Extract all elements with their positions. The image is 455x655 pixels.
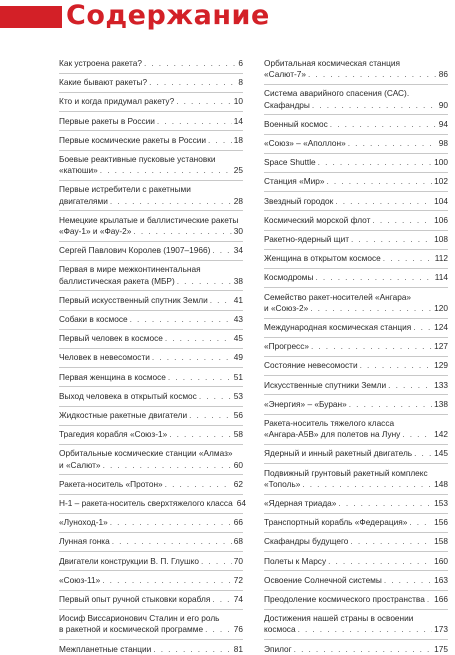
dot-leader <box>168 372 232 383</box>
toc-entry-title: Орбитальные космические станции «Алмаз» <box>59 448 233 459</box>
toc-entry[interactable] <box>264 176 448 187</box>
toc-entry-title: Транспортный корабль «Федерация» <box>264 517 408 528</box>
entry-divider <box>264 134 448 135</box>
toc-entry-title: и «Салют» <box>59 459 101 470</box>
dot-leader <box>338 498 432 509</box>
toc-entry[interactable] <box>264 215 448 226</box>
toc-page-number: 163 <box>434 574 448 585</box>
toc-page-number: 175 <box>434 643 448 654</box>
toc-entry[interactable] <box>264 448 448 459</box>
entry-divider <box>59 639 243 640</box>
page-title: Содержание <box>66 0 270 31</box>
toc-entry[interactable] <box>264 58 448 80</box>
dot-leader <box>110 196 232 207</box>
toc-page-number: 133 <box>434 379 448 390</box>
toc-page-number: 74 <box>233 594 243 604</box>
toc-entry[interactable] <box>264 138 448 149</box>
toc-entry[interactable] <box>59 575 243 586</box>
toc-entry-title: Первый опыт ручной стыковки корабля <box>59 594 211 604</box>
toc-page-number: 25 <box>233 165 243 176</box>
toc-entry-title: Ракета-носитель «Протон» <box>59 478 163 489</box>
toc-entry[interactable] <box>264 399 448 410</box>
entry-divider <box>264 444 448 445</box>
dot-leader <box>310 303 432 314</box>
dot-leader <box>318 157 432 168</box>
toc-entry-title: Подвижный грунтовый ракетный комплекс <box>264 467 428 478</box>
entry-divider <box>264 570 448 571</box>
entry-divider <box>264 249 448 250</box>
toc-entry-title: Первые истребители с ракетными <box>59 184 191 195</box>
entry-divider <box>59 532 243 533</box>
dot-leader <box>315 272 432 283</box>
entry-divider <box>264 394 448 395</box>
toc-entry[interactable] <box>264 380 448 391</box>
toc-entry-title: «Союз-11» <box>59 574 101 585</box>
toc-page-number: 124 <box>434 322 448 332</box>
entry-divider <box>264 532 448 533</box>
entry-divider <box>264 268 448 269</box>
entry-divider <box>59 348 243 349</box>
entry-divider <box>59 570 243 571</box>
entry-divider <box>59 551 243 552</box>
dot-leader <box>326 176 432 187</box>
toc-entry[interactable] <box>59 314 243 325</box>
toc-page-number: 51 <box>233 371 243 382</box>
toc-page-number: 173 <box>434 624 448 635</box>
dot-leader <box>176 96 232 107</box>
toc-entry[interactable] <box>264 468 448 490</box>
toc-page-number: 158 <box>434 536 448 547</box>
toc-entry-title: в ракетной и космической программе <box>59 624 204 635</box>
toc-entry-title: Человек в невесомости <box>59 352 150 363</box>
toc-entry-title: Лунная гонка <box>59 536 110 547</box>
toc-entry-title: Звездный городок <box>264 195 334 206</box>
entry-divider <box>264 551 448 552</box>
toc-entry-title: Военный космос <box>264 118 328 129</box>
toc-entry[interactable] <box>264 536 448 547</box>
toc-page-number: 68 <box>233 536 243 547</box>
toc-page-number: 10 <box>233 96 243 107</box>
dot-leader <box>103 460 232 471</box>
dot-leader <box>189 410 232 421</box>
dot-leader <box>348 138 437 149</box>
toc-entry-title: «Луноход-1» <box>59 517 108 528</box>
toc-entry[interactable] <box>264 272 448 283</box>
toc-entry-title: Состояние невесомости <box>264 360 358 371</box>
toc-entry-title: Освоение Солнечной системы <box>264 574 382 585</box>
toc-entry-title: космоса <box>264 624 296 635</box>
toc-entry-title: Космодромы <box>264 272 314 283</box>
toc-entry[interactable] <box>59 479 243 490</box>
dot-leader <box>294 644 432 655</box>
dot-leader <box>308 69 437 80</box>
toc-entry-title: Полеты к Марсу <box>264 555 327 566</box>
toc-entry-title: Space Shuttle <box>264 157 316 168</box>
entry-divider <box>264 318 448 319</box>
toc-entry-title: Как устроена ракета? <box>59 58 142 68</box>
toc-entry[interactable] <box>59 77 243 88</box>
toc-entry[interactable] <box>264 341 448 352</box>
toc-page-number: 102 <box>434 176 448 187</box>
toc-entry[interactable] <box>264 644 448 655</box>
entry-divider <box>264 172 448 173</box>
toc-page-number: 142 <box>434 429 448 440</box>
entry-divider <box>59 425 243 426</box>
toc-entry-title: «Ядерная триада» <box>264 498 337 508</box>
entry-divider <box>264 494 448 495</box>
entry-divider <box>59 609 243 610</box>
toc-entry-title: «Прогресс» <box>264 341 309 352</box>
toc-entry-title: «Фау-1» и «Фау-2» <box>59 226 132 236</box>
toc-page-number: 138 <box>434 398 448 409</box>
entry-divider <box>59 241 243 242</box>
entry-divider <box>59 130 243 131</box>
toc-entry[interactable] <box>264 234 448 245</box>
toc-page-number: 28 <box>233 195 243 206</box>
dot-leader <box>210 295 232 306</box>
toc-entry[interactable] <box>59 410 243 421</box>
toc-page-number: 18 <box>233 134 243 145</box>
toc-entry-title: Ракетно-ядерный щит <box>264 234 350 244</box>
toc-entry-title: Трагедия корабля «Союз-1» <box>59 429 168 440</box>
dot-leader <box>384 575 432 586</box>
toc-entry[interactable] <box>59 184 243 206</box>
dot-leader <box>372 215 432 226</box>
toc-page-number: 94 <box>438 118 448 129</box>
toc-entry[interactable] <box>59 594 243 605</box>
entry-divider <box>59 150 243 151</box>
toc-entry[interactable] <box>59 613 243 635</box>
entry-divider <box>264 84 448 85</box>
entry-divider <box>59 180 243 181</box>
toc-page-number: 145 <box>434 448 448 459</box>
toc-entry-title: Система аварийного спасения (САС). <box>264 88 410 99</box>
dot-leader <box>165 479 232 490</box>
dot-leader <box>112 536 232 547</box>
toc-entry[interactable] <box>59 333 243 344</box>
toc-entry-title: Орбитальная космическая станция <box>264 58 400 68</box>
entry-divider <box>59 386 243 387</box>
dot-leader <box>302 479 432 490</box>
dot-leader <box>110 517 232 528</box>
toc-page-number: 160 <box>434 555 448 566</box>
toc-entry[interactable] <box>264 498 448 509</box>
entry-divider <box>264 114 448 115</box>
toc-entry[interactable] <box>264 157 448 168</box>
entry-divider <box>264 230 448 231</box>
toc-page-number: 148 <box>434 478 448 489</box>
dot-leader <box>312 100 437 111</box>
toc-entry-title: Скафандры будущего <box>264 536 349 547</box>
dot-leader <box>212 594 231 605</box>
toc-entry[interactable] <box>264 322 448 333</box>
dot-leader <box>208 135 232 146</box>
toc-entry-title: Семейство ракет-носителей «Ангара» <box>264 291 412 302</box>
entry-divider <box>59 92 243 93</box>
toc-entry-title: Собаки в космосе <box>59 314 128 324</box>
toc-page-number: 76 <box>233 624 243 635</box>
toc-entry-title: Кто и когда придумал ракету? <box>59 96 175 107</box>
toc-entry[interactable] <box>59 116 243 127</box>
dot-leader <box>360 360 433 371</box>
entry-divider <box>264 210 448 211</box>
toc-page-number: 127 <box>434 341 448 352</box>
toc-page-number: 81 <box>233 643 243 654</box>
toc-entry-title: Станция «Мир» <box>264 176 325 187</box>
dot-leader <box>409 517 432 528</box>
dot-leader <box>413 322 432 333</box>
toc-entry-title: «катюши» <box>59 165 98 176</box>
toc-entry-title: баллистическая ракета (МБР) <box>59 275 175 286</box>
toc-page-number: 60 <box>233 459 243 470</box>
toc-entry-title: Первая женщина в космосе <box>59 371 166 382</box>
toc-entry-title: Двигатели конструкции В. П. Глушко <box>59 555 199 566</box>
toc-entry-title: Немецкие крылатые и баллистические ракеты <box>59 214 239 225</box>
toc-entry[interactable] <box>59 517 243 528</box>
toc-entry-title: Первый человек в космосе <box>59 333 163 344</box>
toc-entry-title: Н-1 – ракета-носитель сверхтяжелого класса <box>59 498 233 508</box>
dot-leader <box>351 234 432 245</box>
toc-entry-title: и «Союз-2» <box>264 302 309 313</box>
toc-entry-title: Боевые реактивные пусковые установки <box>59 154 216 164</box>
toc-entry-title: Искусственные спутники Земли <box>264 379 387 390</box>
toc-entry[interactable] <box>59 556 243 567</box>
toc-entry[interactable] <box>59 295 243 306</box>
dot-leader <box>335 196 432 207</box>
dot-leader <box>100 165 232 176</box>
toc-entry-title: Жидкостные ракетные двигатели <box>59 410 188 420</box>
dot-leader <box>402 429 432 440</box>
toc-page-number: 8 <box>238 77 243 88</box>
toc-entry[interactable] <box>59 498 246 509</box>
toc-entry-title: Межпланетные станции <box>59 643 152 654</box>
toc-entry-title: Первые ракеты в России <box>59 115 155 126</box>
toc-entry[interactable] <box>59 352 243 363</box>
toc-page-number: 114 <box>434 272 448 283</box>
dot-leader <box>144 58 236 69</box>
toc-entry[interactable] <box>59 215 243 237</box>
toc-page-number: 70 <box>233 555 243 566</box>
toc-page-number: 64 <box>236 498 246 508</box>
dot-leader <box>205 624 232 635</box>
toc-page-number: 38 <box>233 275 243 286</box>
entry-divider <box>264 287 448 288</box>
toc-entry-title: Первые космические ракеты в России <box>59 134 206 145</box>
toc-entry-title: Космический морской флот <box>264 214 371 225</box>
entry-divider <box>59 310 243 311</box>
entry-divider <box>59 513 243 514</box>
toc-entry-title: Выход человека в открытый космос <box>59 390 197 401</box>
entry-divider <box>264 513 448 514</box>
dot-leader <box>201 556 232 567</box>
dot-leader <box>153 644 231 655</box>
toc-page-number: 86 <box>438 69 448 80</box>
toc-entry[interactable] <box>264 556 448 567</box>
toc-entry-title: Преодоление космического пространства <box>264 594 425 604</box>
entry-divider <box>264 414 448 415</box>
toc-page-number: 156 <box>434 517 448 528</box>
toc-page-number: 58 <box>233 429 243 440</box>
dot-leader <box>350 536 432 547</box>
dot-leader <box>414 448 432 459</box>
entry-divider <box>264 337 448 338</box>
toc-entry[interactable] <box>59 448 243 470</box>
toc-page-number: 43 <box>233 314 243 324</box>
entry-divider <box>59 260 243 261</box>
toc-entry-title: Эпилог <box>264 643 292 654</box>
entry-divider <box>59 494 243 495</box>
title-block <box>0 0 455 42</box>
dot-leader <box>328 556 432 567</box>
toc-page-number: 106 <box>434 214 448 225</box>
title-accent-bar <box>0 6 62 28</box>
entry-divider <box>59 73 243 74</box>
toc-entry[interactable] <box>264 575 448 586</box>
toc-entry-title: «Салют-7» <box>264 69 306 80</box>
toc-entry-title: Сергей Павлович Королев (1907–1966) <box>59 245 211 256</box>
dot-leader <box>199 391 232 402</box>
toc-entry-title: Скафандры <box>264 99 310 110</box>
toc-page-number: 166 <box>434 594 448 604</box>
toc-entry[interactable] <box>59 135 243 146</box>
toc-entry-title: Международная космическая станция <box>264 322 412 332</box>
toc-entry-title: Первый искусственный спутник Земли <box>59 294 208 305</box>
toc-entry-title: Женщина в открытом космосе <box>264 253 381 264</box>
toc-entry-title: Первая в мире межконтинентальная <box>59 264 201 275</box>
toc-entry-title: «Энергия» – «Буран» <box>264 398 347 409</box>
toc-page-number: 100 <box>434 157 448 168</box>
dot-leader <box>212 245 231 256</box>
entry-divider <box>264 609 448 610</box>
dot-leader <box>311 341 432 352</box>
toc-entry[interactable] <box>59 58 243 69</box>
toc-page-number: 49 <box>233 352 243 363</box>
toc-entry-title: Иосиф Виссарионович Сталин и его роль <box>59 613 220 624</box>
entry-divider <box>264 356 448 357</box>
dot-leader <box>165 333 232 344</box>
toc-entry-title: Ядерный и инный ракетный двигатель <box>264 448 413 459</box>
toc-entry[interactable] <box>264 418 448 440</box>
toc-page-number: 53 <box>233 390 243 401</box>
toc-page-number: 112 <box>434 253 448 264</box>
dot-leader <box>330 119 437 130</box>
entry-divider <box>59 111 243 112</box>
toc-page-number: 14 <box>233 115 243 126</box>
toc-entry-title: Какие бывают ракеты? <box>59 77 148 88</box>
entry-divider <box>59 329 243 330</box>
toc-page-number: 104 <box>434 195 448 206</box>
entry-divider <box>59 210 243 211</box>
toc-entry[interactable] <box>264 517 448 528</box>
dot-leader <box>298 624 433 635</box>
toc-entry-title: Достижения нашей страны в освоении <box>264 613 414 624</box>
toc-entry-title: Ракета-носитель тяжелого класса <box>264 418 395 428</box>
entry-divider <box>59 406 243 407</box>
toc-page-number: 72 <box>233 574 243 585</box>
toc-entry[interactable] <box>59 644 243 655</box>
toc-entry[interactable] <box>264 594 448 605</box>
entry-divider <box>59 444 243 445</box>
dot-leader <box>349 399 432 410</box>
toc-page-number: 98 <box>438 138 448 148</box>
entry-divider <box>264 639 448 640</box>
toc-entry-title: «Союз» – «Аполлон» <box>264 138 346 148</box>
toc-entry[interactable] <box>264 119 448 130</box>
entry-divider <box>264 375 448 376</box>
toc-entry[interactable] <box>59 154 243 176</box>
dot-leader <box>177 276 232 287</box>
entry-divider <box>264 463 448 464</box>
dot-leader <box>152 352 232 363</box>
toc-entry-title: «Ангара-А5В» для полетов на Луну <box>264 429 401 440</box>
entry-divider <box>59 474 243 475</box>
toc-entry[interactable] <box>59 96 243 107</box>
toc-page-number: 108 <box>434 234 448 244</box>
toc-entry[interactable] <box>59 372 243 383</box>
toc-entry[interactable] <box>264 360 448 371</box>
toc-page-number: 120 <box>434 302 448 313</box>
toc-entry[interactable] <box>59 429 243 440</box>
dot-leader <box>157 116 232 127</box>
toc-page-number: 45 <box>233 333 243 344</box>
entry-divider <box>59 590 243 591</box>
toc-page-number: 34 <box>233 245 243 256</box>
toc-page-number: 6 <box>238 58 243 68</box>
dot-leader <box>102 575 232 586</box>
dot-leader <box>169 429 232 440</box>
toc-entry[interactable] <box>59 245 243 256</box>
toc-entry-title: двигателями <box>59 195 108 206</box>
dot-leader <box>383 253 433 264</box>
toc-page-number: 129 <box>434 360 448 371</box>
entry-divider <box>264 191 448 192</box>
entry-divider <box>59 367 243 368</box>
dot-leader <box>388 380 432 391</box>
entry-divider <box>59 290 243 291</box>
toc-entry[interactable] <box>264 613 448 635</box>
dot-leader <box>130 314 232 325</box>
toc-page-number: 90 <box>438 99 448 110</box>
entry-divider <box>264 590 448 591</box>
toc-page-number: 66 <box>233 517 243 528</box>
toc-entry[interactable] <box>59 264 243 286</box>
toc-entry[interactable] <box>264 196 448 207</box>
toc-page-number: 41 <box>233 294 243 305</box>
toc-entry[interactable] <box>264 292 448 314</box>
dot-leader <box>149 77 236 88</box>
toc-page-number: 30 <box>233 226 243 236</box>
toc-entry-title: «Тополь» <box>264 478 301 489</box>
dot-leader <box>133 226 231 237</box>
toc-entry[interactable] <box>264 88 448 110</box>
toc-page-number: 62 <box>233 478 243 489</box>
toc-entry[interactable] <box>264 253 448 264</box>
toc-page-number: 56 <box>233 410 243 420</box>
toc-entry[interactable] <box>59 391 243 402</box>
entry-divider <box>264 153 448 154</box>
toc-page-number: 153 <box>434 498 448 508</box>
toc-entry[interactable] <box>59 536 243 547</box>
dot-leader <box>427 594 432 605</box>
